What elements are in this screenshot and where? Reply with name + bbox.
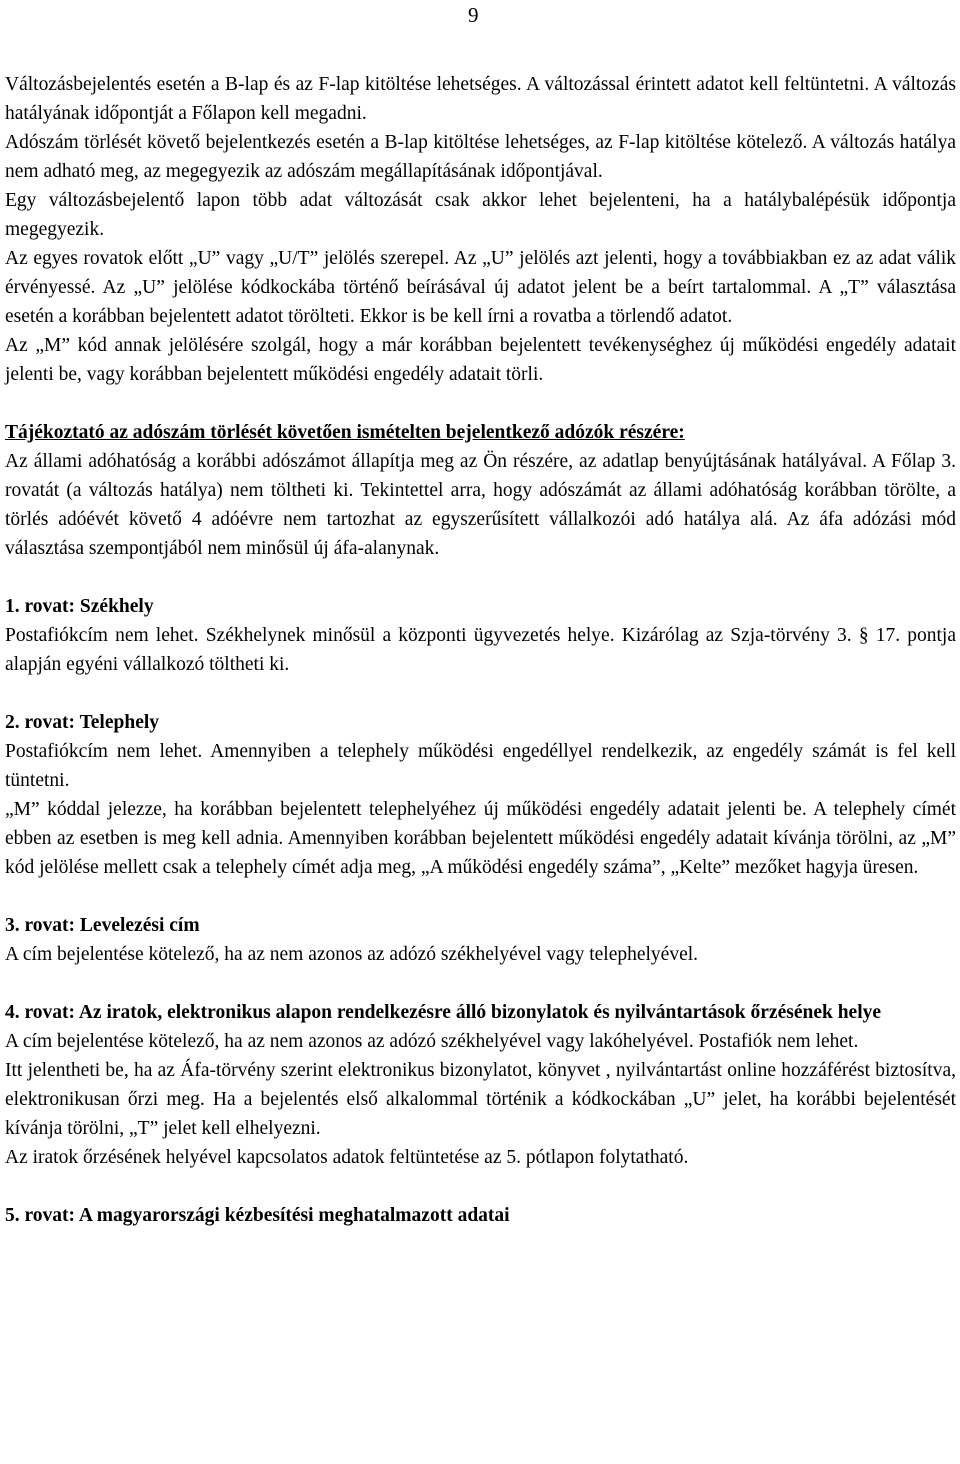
page-number: 9 [468,3,479,27]
spacer [5,679,956,708]
section-4-paragraph-3: Az iratok őrzésének helyével kapcsolatos adatok feltüntetése az 5. pótlapon folytatható. [5,1147,689,1168]
section-2-paragraph-2: „M” kóddal jelezze, ha korábban bejelentett telephelyéhez új működési engedély adatait jelenti be. A telephely címét ebben az esetben is meg kell adnia. Amennyiben korábban bejelentett működési engedély adatait kívánja törölni, az „M” kód jelölése mellett csak a telephely címét adja meg, „A működési engedély száma”, „Kelte” mezőket hagyja üresen. [5,799,956,878]
section-title-1: 1. rovat: Székhely [5,596,154,617]
intro-paragraph-4: Az egyes rovatok előtt „U” vagy „U/T” jelölés szerepel. Az „U” jelölés azt jelenti, hogy a továbbiakban ez az adat válik érvényessé. Az „U” jelölése kódkockába történő beírásával új adatot jelent be a beírt tartalommal. A „T” választása esetén a korábban bejelentett adatot törölteti. Ekkor is be kell írni a rovatba a törlendő adatot. [5,248,956,327]
section-title-5: 5. rovat: A magyarországi kézbesítési meghatalmazott adatai [5,1205,510,1226]
section-4-paragraph-2: Itt jelentheti be, ha az Áfa-törvény szerint elektronikus bizonylatot, könyvet , nyilvántartást online hozzáférést biztosítva, elektronikusan őrzi meg. Ha a bejelentés első alkalommal történik a kódkockában „U” jelet, ha korábbi bejelentését kívánja törölni, „T” jelet kell elhelyezni. [5,1060,956,1139]
spacer [5,969,956,998]
section-1-paragraph-1: Postafiókcím nem lehet. Székhelynek minősül a központi ügyvezetés helye. Kizárólag az Szja-törvény 3. § 17. pontja alapján egyéni vállalkozó töltheti ki. [5,625,956,675]
section-2-paragraph-1: Postafiókcím nem lehet. Amennyiben a telephely működési engedéllyel rendelkezik, az engedély számát is fel kell tüntetni. [5,741,956,791]
intro-paragraph-1: Változásbejelentés esetén a B-lap és az F-lap kitöltése lehetséges. A változással érintett adatot kell feltüntetni. A változás hatályának időpontját a Főlapon kell megadni. [5,74,956,124]
intro-paragraph-2: Adószám törlését követő bejelentkezés esetén a B-lap kitöltése lehetséges, az F-lap kitöltése kötelező. A változás hatálya nem adható meg, az megegyezik az adószám megállapításának időpontjával. [5,132,956,182]
spacer [5,389,956,418]
section-title-2: 2. rovat: Telephely [5,712,160,733]
info-heading: Tájékoztató az adószám törlését követően ismételten bejelentkező adózók részére: [5,422,685,443]
section-3-paragraph-1: A cím bejelentése kötelező, ha az nem azonos az adózó székhelyével vagy telephelyével. [5,944,699,965]
spacer [5,882,956,911]
section-4-paragraph-1: A cím bejelentése kötelező, ha az nem azonos az adózó székhelyével vagy lakóhelyével. Postafiók nem lehet. [5,1031,859,1052]
spacer [5,563,956,592]
section-title-3: 3. rovat: Levelezési cím [5,915,200,936]
intro-paragraph-3: Egy változásbejelentő lapon több adat változását csak akkor lehet bejelenteni, ha a hatálybalépésük időpontja megegyezik. [5,190,956,240]
info-body: Az állami adóhatóság a korábbi adószámot állapítja meg az Ön részére, az adatlap benyújtásának hatályával. A Főlap 3. rovatát (a változás hatálya) nem töltheti ki. Tekintettel arra, hogy adószámát az állami adóhatóság korábban törölte, a törlés adóévét követő 4 adóévre nem tartozhat az egyszerűsített vállalkozói adó hatálya alá. Az áfa adózási mód választása szempontjából nem minősül új áfa-alanynak. [5,451,956,559]
section-title-4: 4. rovat: Az iratok, elektronikus alapon rendelkezésre álló bizonylatok és nyilvántartások őrzésének helye [5,1002,882,1023]
intro-paragraph-5: Az „M” kód annak jelölésére szolgál, hogy a már korábban bejelentett tevékenységhez új működési engedély adatait jelenti be, vagy korábban bejelentett működési engedély adatait törli. [5,335,956,385]
spacer [5,1172,956,1201]
page-content [5,70,956,1230]
